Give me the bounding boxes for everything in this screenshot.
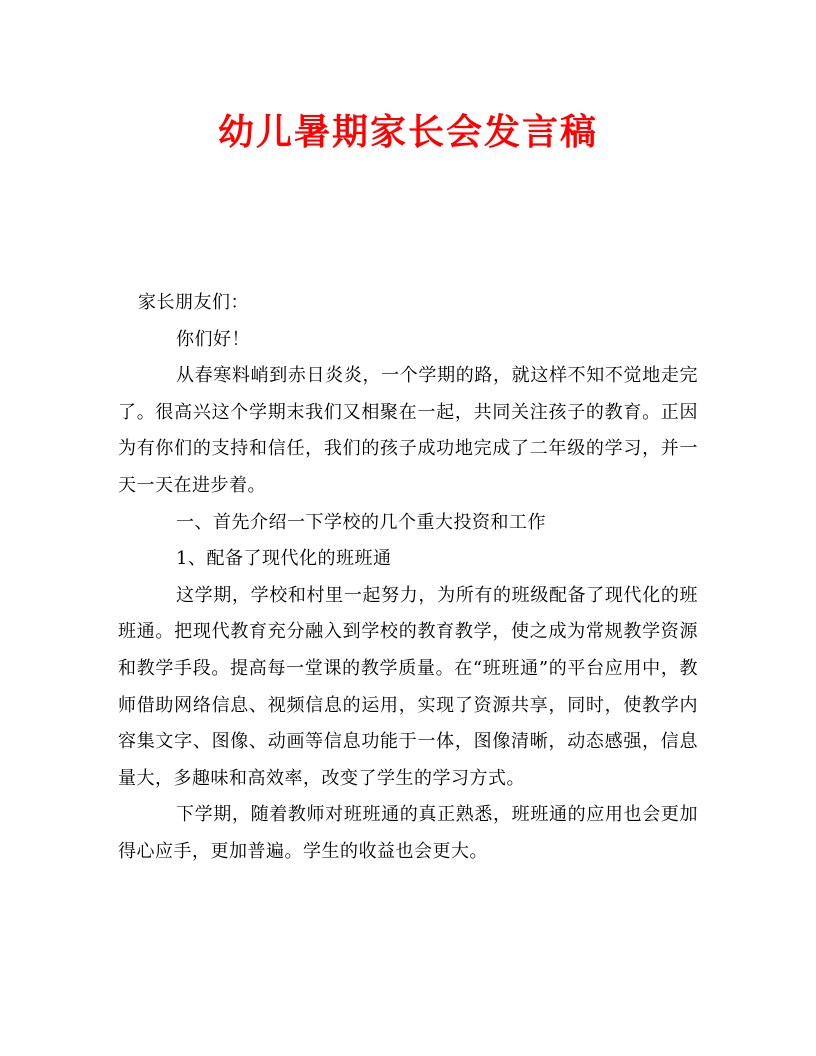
paragraph-next-term: 下学期，随着教师对班班通的真正熟悉，班班通的应用也会更加得心应手，更加普遍。学生的收益也会更大。 bbox=[118, 804, 698, 862]
subsection-heading-1: 1、配备了现代化的班班通 bbox=[176, 548, 392, 570]
greeting: 你们好！ bbox=[176, 328, 250, 350]
paragraph-intro: 从春寒料峭到赤日炎炎，一个学期的路，就这样不知不觉地走完了。很高兴这个学期末我们又相聚在一起，共同关注孩子的教育。正因为有你们的支持和信任，我们的孩子成功地完成了二年级的学习，并一天一天在进步着。 bbox=[118, 365, 698, 496]
paragraph-banbantong: 这学期，学校和村里一起努力，为所有的班级配备了现代化的班班通。把现代教育充分融入到学校的教育教学，使之成为常规教学资源和教学手段。提高每一堂课的教学质量。在“班班通”的平台应用中，教师借助网络信息、视频信息的运用，实现了资源共享，同时，使教学内容集文字、图像、动画等信息功能于一体，图像清晰，动态感强，信息量大，多趣味和高效率，改变了学生的学习方式。 bbox=[118, 584, 698, 789]
document-body bbox=[118, 285, 698, 871]
salutation: 家长朋友们： bbox=[138, 292, 249, 313]
section-heading-1: 一、首先介绍一下学校的几个重大投资和工作 bbox=[176, 511, 546, 533]
document-title: 幼儿暑期家长会发言稿 bbox=[217, 111, 598, 153]
